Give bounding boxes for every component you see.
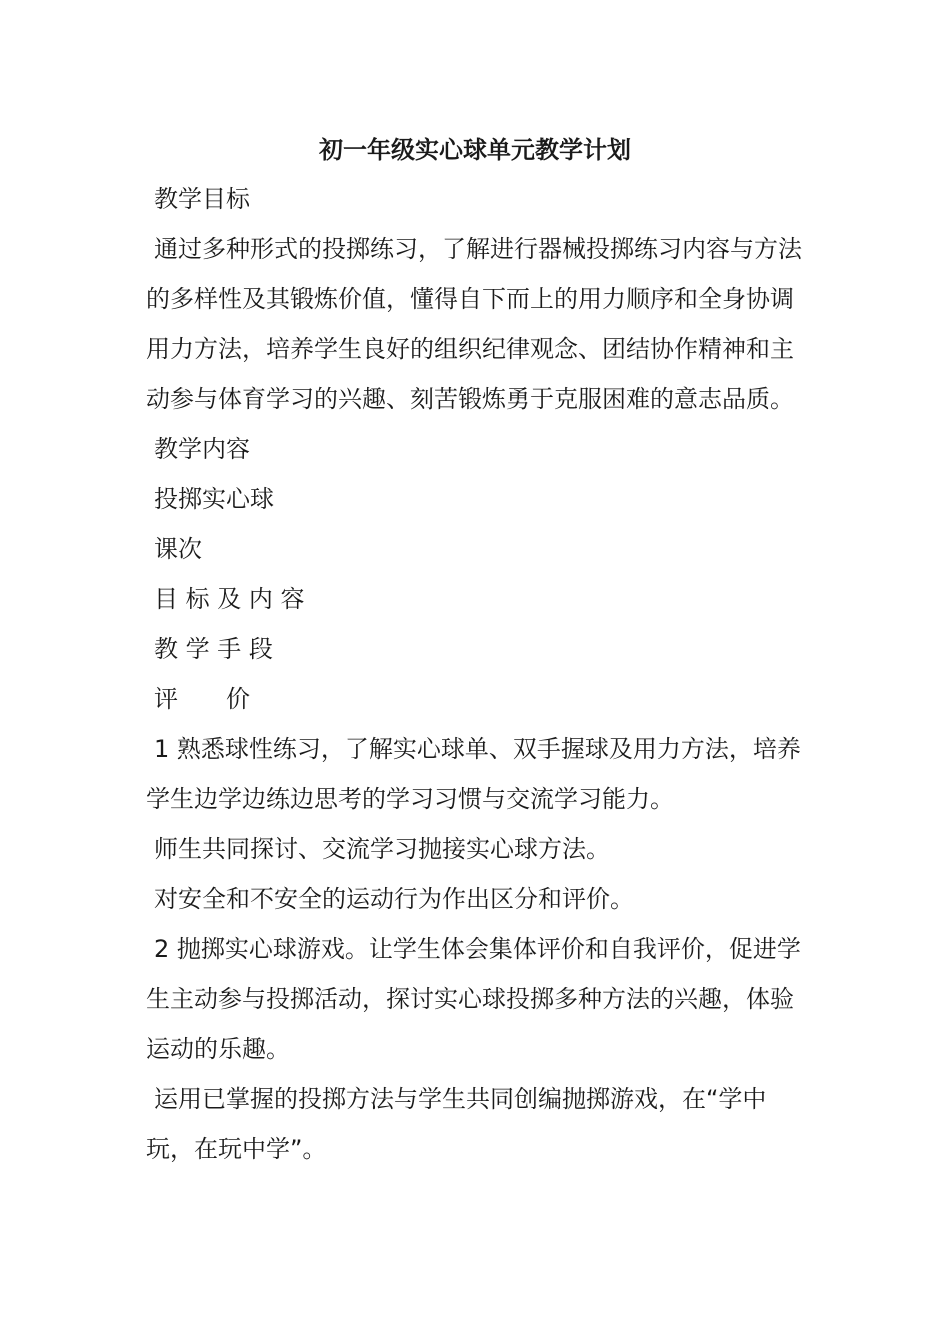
paragraph-lesson-2: 2 抛掷实心球游戏。让学生体会集体评价和自我评价，促进学生主动参与投掷活动，探讨实心球投掷多种方法的兴趣，体验运动的乐趣。: [146, 935, 801, 1063]
section-heading-teaching-content: 教学内容: [154, 435, 250, 463]
paragraph-lesson-1-evaluation: 对安全和不安全的运动行为作出区分和评价。: [154, 885, 634, 913]
document-title: 初一年级实心球单元教学计划: [319, 135, 631, 164]
paragraph-teaching-goals: 通过多种形式的投掷练习，了解进行器械投掷练习内容与方法的多样性及其锻炼价值，懂得自下而上的用力顺序和全身协调用力方法，培养学生良好的组织纪律观念、团结协作精神和主动参与体育学习的兴趣、刻苦锻炼勇于克服困难的意志品质。: [146, 235, 802, 413]
paragraph-lesson-1-means: 师生共同探讨、交流学习抛接实心球方法。: [154, 835, 610, 863]
column-label-goals-content: 目 标 及 内 容: [154, 585, 305, 613]
section-heading-teaching-goals: 教学目标: [154, 185, 250, 213]
paragraph-lesson-1: 1 熟悉球性练习，了解实心球单、双手握球及用力方法，培养学生边学边练边思考的学习习惯与交流学习能力。: [146, 735, 801, 813]
column-label-lesson: 课次: [154, 535, 202, 563]
column-label-teaching-means: 教 学 手 段: [154, 635, 273, 663]
paragraph-lesson-2-means: 运用已掌握的投掷方法与学生共同创编抛掷游戏，在“学中玩，在玩中学”。: [146, 1085, 767, 1163]
paragraph-teaching-content: 投掷实心球: [154, 485, 274, 513]
column-label-evaluation: 评 价: [154, 685, 250, 713]
document-body: [146, 174, 810, 1174]
